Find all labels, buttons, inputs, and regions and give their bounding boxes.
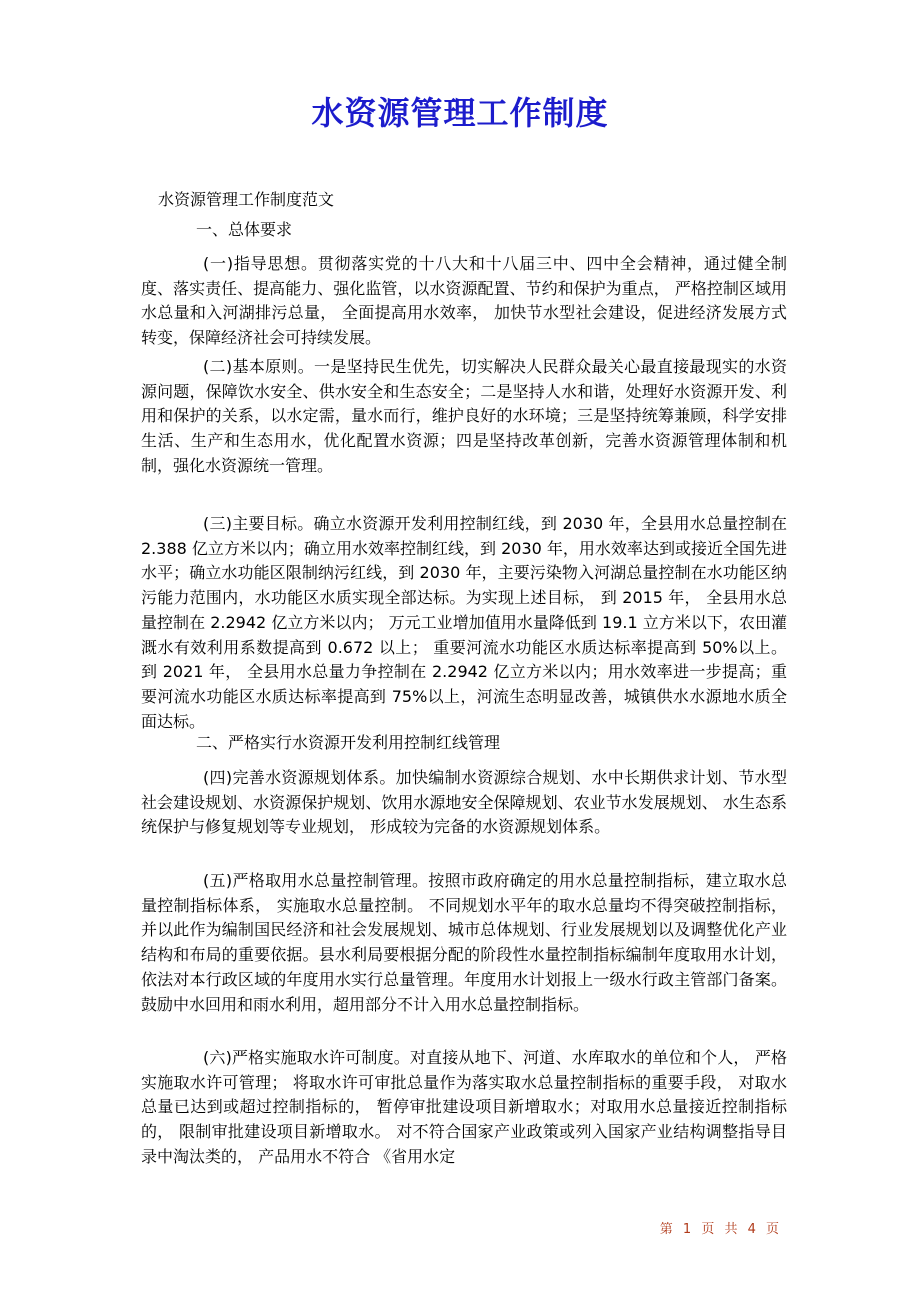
section-heading-1: 一、总体要求: [196, 220, 293, 239]
paragraph-basic-principles: (二)基本原则。一是坚持民生优先，切实解决人民群众最关心最直接最现实的水资源问题，保障饮水安全、供水安全和生态安全；二是坚持人水和谐，处理好水资源开发、利用和保护的关系，以水定需，量水而行，维护良好的水环境；三是坚持统筹兼顾，科学安排生活、生产和生态用水，优化配置水资源；四是坚持改革创新，完善水资源管理体制和机制，强化水资源统一管理。: [141, 357, 787, 475]
document-subtitle: 水资源管理工作制度范文: [158, 190, 335, 209]
paragraph-water-permit: (六)严格实施取水许可制度。对直接从地下、河道、水库取水的单位和个人， 严格实施取水许可管理； 将取水许可审批总量作为落实取水总量控制指标的重要手段， 对取水总量已达到或超过控制指标的， 暂停审批建设项目新增取水；对取用水总量接近控制指标的， 限制审批建设项目新增取水。 对不符合国家产业政策或列入国家产业结构调整指导目录中淘汰类的， 产品用水不符合 《省用水定: [141, 1048, 787, 1166]
paragraph-main-targets: (三)主要目标。确立水资源开发利用控制红线，到 2030 年，全县用水总量控制在 2.388 亿立方米以内；确立用水效率控制红线，到 2030 年，用水效率达到或接近全国先进水平；确立水功能区限制纳污红线，到 2030 年，主要污染物入河湖总量控制在水功能区纳污能力范围内，水功能区水质实现全部达标。为实现上述目标， 到 2015 年， 全县用水总量控制在 2.2942 亿立方米以内； 万元工业增加值用水量降低到 19.1 立方米以下，农田灌溉水有效利用系数提高到 0.672 以上； 重要河流水功能区水质达标率提高到 50%以上。 到 2021 年， 全县用水总量力争控制在 2.2942 亿立方米以内；用水效率进一步提高；重要河流水功能区水质达标率提高到 75%以上，河流生态明显改善，城镇供水水源地水质全面达标。: [141, 514, 787, 731]
paragraph-guiding-ideology: (一)指导思想。贯彻落实党的十八大和十八届三中、四中全会精神，通过健全制度、落实责任、提高能力、强化监管，以水资源配置、节约和保护为重点， 严格控制区域用水总量和入河湖排污总量， 全面提高用水效率， 加快节水型社会建设，促进经济发展方式转变，保障经济社会可持续发展。: [141, 254, 787, 348]
paragraph-total-control: (五)严格取用水总量控制管理。按照市政府确定的用水总量控制指标，建立取水总量控制指标体系， 实施取水总量控制。 不同规划水平年的取水总量均不得突破控制指标，并以此作为编制国民经济和社会发展规划、城市总体规划、行业发展规划以及调整优化产业结构和布局的重要依据。县水利局要根据分配的阶段性水量控制指标编制年度取用水计划， 依法对本行政区域的年度用水实行总量管理。年度用水计划报上一级水行政主管部门备案。鼓励中水回用和雨水利用，超用部分不计入用水总量控制指标。: [141, 871, 787, 1014]
page-number-footer: 第 1 页 共 4 页: [659, 1222, 782, 1237]
document-title: 水资源管理工作制度: [311, 94, 609, 132]
section-heading-2: 二、严格实行水资源开发利用控制红线管理: [196, 733, 501, 752]
paragraph-planning-system: (四)完善水资源规划体系。加快编制水资源综合规划、水中长期供求计划、节水型社会建设规划、水资源保护规划、饮用水源地安全保障规划、农业节水发展规划、 水生态系统保护与修复规划等专业规划， 形成较为完备的水资源规划体系。: [141, 768, 787, 837]
